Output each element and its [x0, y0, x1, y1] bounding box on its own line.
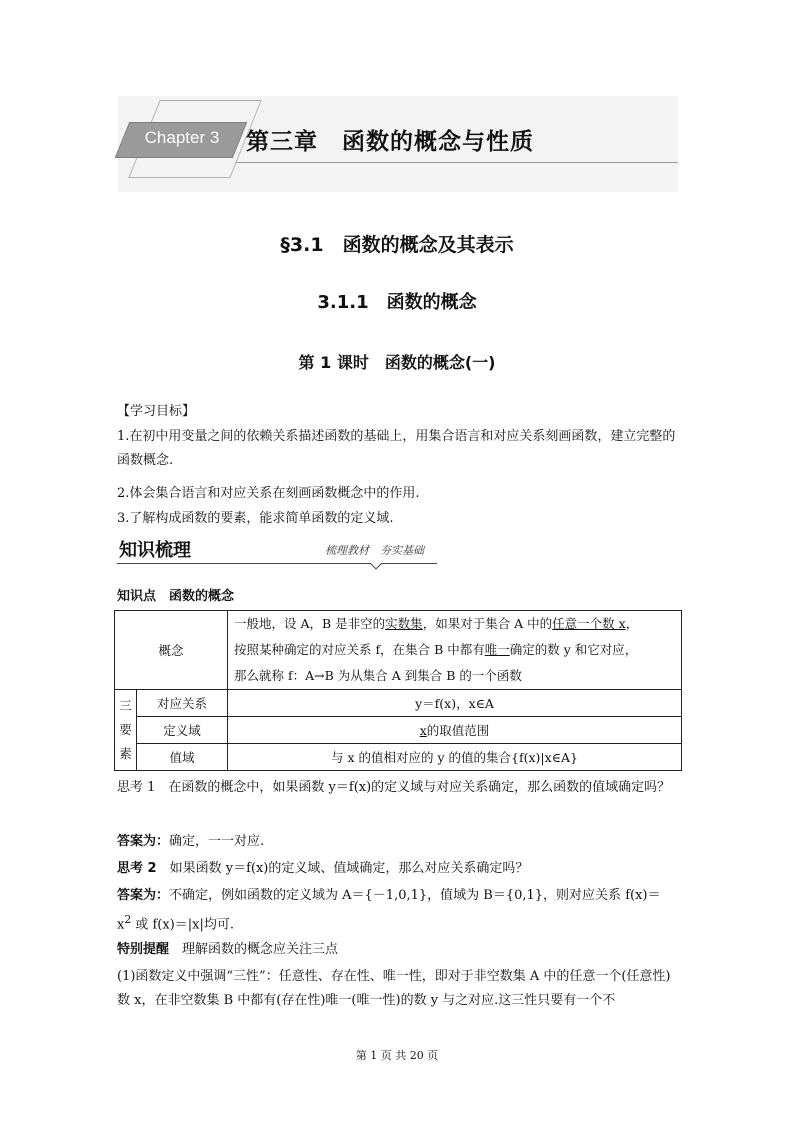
knowledge-section-title: 知识梳理: [119, 540, 191, 561]
table-row: [115, 744, 682, 771]
table-row: [115, 611, 682, 690]
chapter-title: 第三章 函数的概念与性质: [246, 129, 534, 155]
page-footer: 第 1 页 共 20 页: [355, 1049, 439, 1062]
definition-line: 那么就称 f：A→B 为从集合 A 到集合 B 的一个函数: [234, 668, 522, 683]
text-span: 一般地，设 A，B 是非空的: [234, 616, 386, 631]
banner-rule: [236, 162, 678, 163]
label-char: 素: [119, 746, 132, 761]
goal-item: 2.体会集合语言和对应关系在刻画函数概念中的作用.: [117, 486, 420, 501]
answer-label: 答案为：: [117, 834, 170, 849]
goal-item: 3.了解构成函数的要素，能求简单函数的定义域.: [117, 511, 394, 526]
definition-line: [234, 611, 675, 637]
knowledge-point-heading: 知识点 函数的概念: [117, 589, 235, 604]
three-elements-label: [115, 690, 137, 771]
function-concept-table: [114, 610, 682, 771]
text-span: ，如果对于集合 A 中的: [422, 616, 553, 631]
section-notch: [370, 558, 381, 569]
element-value: [228, 717, 682, 744]
think-label: 思考 1: [117, 780, 156, 795]
text-span: ，: [625, 616, 639, 631]
label-char: 三: [119, 698, 132, 713]
subsection-title: 3.1.1 函数的概念: [317, 292, 477, 313]
tip-text: 理解函数的概念应关注三点: [182, 942, 339, 957]
table-row: [115, 690, 682, 717]
think-answer-1: [117, 830, 683, 854]
element-value: 与 x 的值相对应的 y 的值的集合{f(x)|x∈A}: [228, 744, 682, 771]
underlined-term: 实数集: [385, 616, 423, 631]
underlined-term: 唯一: [484, 642, 510, 657]
text-span: 按照某种确定的对应关系 f，在集合 B 中都有: [234, 642, 485, 657]
definition-line: [234, 637, 675, 663]
table-row: [115, 717, 682, 744]
answer-label: 答案为：: [117, 888, 170, 903]
special-tip: [117, 938, 683, 962]
text-span: 的取值范围: [426, 723, 490, 738]
element-label: 值域: [136, 744, 227, 771]
section-rule: [117, 563, 437, 564]
answer-text: 不确定，例如函数的定义域为 A＝{－1,0,1}，值域为 B＝{0,1}，则对应关系 f(x)＝: [169, 888, 661, 903]
superscript: 2: [124, 913, 132, 926]
underlined-term: 任意一个数 x: [552, 616, 626, 631]
think-question-1: [117, 776, 683, 800]
answer-text: x: [117, 917, 125, 933]
goal-item: 1.在初中用变量之间的依赖关系描述函数的基础上，用集合语言和对应关系刻画函数，建立完整的函数概念.: [117, 429, 676, 468]
underlined-term: x: [419, 723, 427, 738]
chapter-banner: [118, 96, 678, 192]
element-label: 定义域: [136, 717, 227, 744]
lesson-title: 第 1 课时 函数的概念(一): [298, 353, 496, 372]
answer-text: 确定，一一对应.: [169, 834, 265, 849]
knowledge-section-slogan: 梳理教材 夯实基础: [325, 544, 424, 557]
element-value: y＝f(x)，x∈A: [228, 690, 682, 717]
concept-definition: [228, 611, 682, 690]
tip-item: (1)函数定义中强调“三性”：任意性、存在性、唯一性，即对于非空数集 A 中的任意一个(任意性)数 x，在非空数集 B 中都有(存在性)唯一(唯一性)的数 y 与之对应.这三性只要有一个不: [117, 969, 671, 1008]
tip-label: 特别提醒: [117, 942, 170, 957]
think-question-text: 如果函数 y＝f(x)的定义域、值域确定，那么对应关系确定吗？: [169, 861, 529, 876]
goals-heading: 【学习目标】: [117, 404, 196, 419]
section-title: §3.1 函数的概念及其表示: [280, 234, 514, 256]
concept-label: 概念: [115, 611, 228, 690]
text-span: 确定的数 y 和它对应，: [509, 642, 638, 657]
answer-text: 或 f(x)＝|x|均可.: [131, 917, 235, 933]
think-question-text: 在函数的概念中，如果函数 y＝f(x)的定义域与对应关系确定，那么函数的值域确定吗？: [168, 780, 671, 795]
think-label: 思考 2: [117, 861, 157, 876]
knowledge-section-bar: [117, 536, 437, 568]
label-char: 要: [119, 722, 132, 737]
chapter-tag-label: Chapter 3: [144, 128, 220, 147]
element-label: 对应关系: [136, 690, 227, 717]
think-question-2: [117, 857, 683, 881]
think-answer-2: [117, 884, 683, 937]
